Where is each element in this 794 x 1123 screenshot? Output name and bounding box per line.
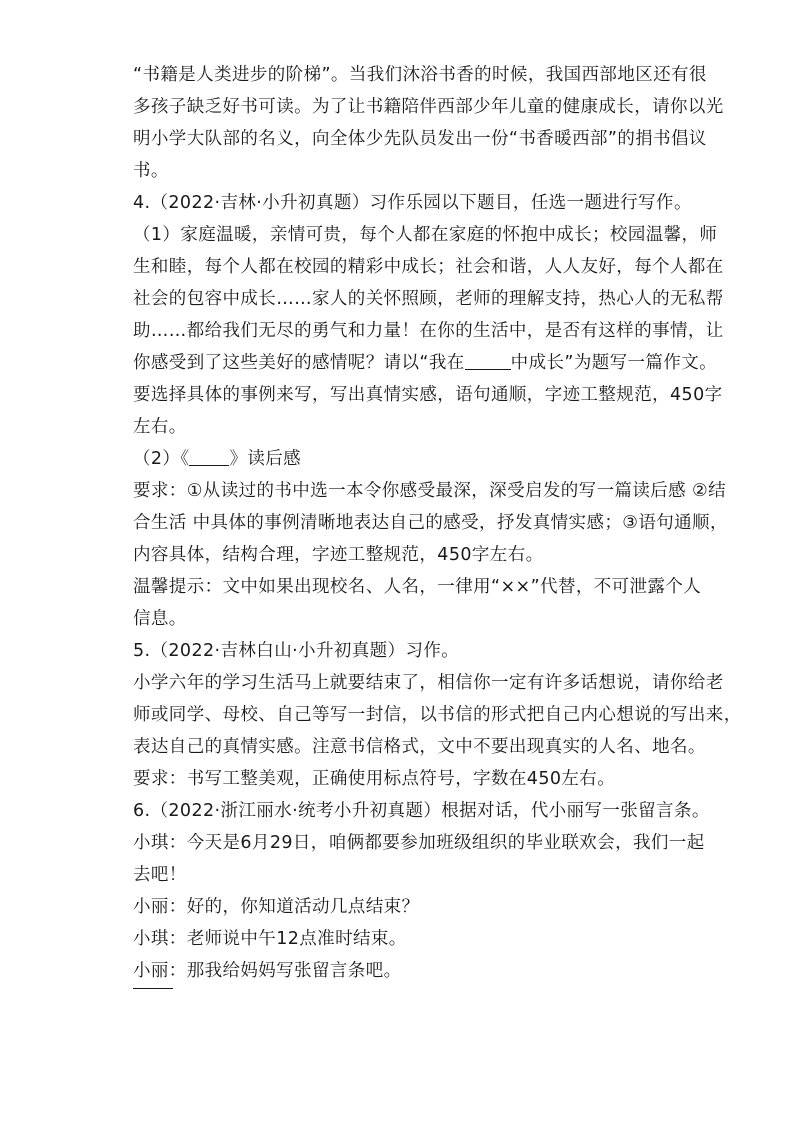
q4-option1-line-4: 助……都给我们无尽的勇气和力量！在你的生活中，是否有这样的事情，让 bbox=[133, 321, 724, 341]
intro-line-4: 书。 bbox=[133, 161, 169, 181]
q6-dialogue-3: 小琪：老师说中午12点准时结束。 bbox=[133, 929, 407, 949]
question-6-header: 6.（2022·浙江丽水·统考小升初真题）根据对话，代小丽写一张留言条。 bbox=[133, 801, 710, 821]
q4-tip-line-2: 信息。 bbox=[133, 609, 187, 629]
q4-option1-line-5-start: 你感受到了这些美好的感情呢？请以“我在 bbox=[133, 353, 465, 373]
answer-line bbox=[133, 988, 173, 989]
question-4-header: 4.（2022·吉林·小升初真题）习作乐园以下题目，任选一题进行写作。 bbox=[133, 193, 692, 213]
q5-line-2: 师或同学、母校、自己等写一封信，以书信的形式把自己内心想说的写出来， bbox=[133, 705, 742, 725]
q4-option1-line-1: （1）家庭温暖，亲情可贵，每个人都在家庭的怀抱中成长；校园温馨，师 bbox=[133, 225, 718, 245]
q4-requirements-line-3: 内容具体，结构合理，字迹工整规范，450字左右。 bbox=[133, 545, 544, 565]
q6-dialogue-1-line-1: 小琪：今天是6月29日，咱俩都要参加班级组织的毕业联欢会，我们一起 bbox=[133, 833, 705, 853]
intro-line-1: “书籍是人类进步的阶梯”。当我们沐浴书香的时候，我国西部地区还有很 bbox=[133, 65, 707, 85]
q6-dialogue-2: 小丽：好的，你知道活动几点结束？ bbox=[133, 897, 420, 917]
q4-option1-line-2: 生和睦，每个人都在校园的精彩中成长；社会和谐，人人友好，每个人都在 bbox=[133, 257, 724, 277]
q4-option1-line-6: 要选择具体的事例来写，写出真情实感，语句通顺，字迹工整规范，450字 bbox=[133, 385, 723, 405]
q6-dialogue-4: 小丽：那我给妈妈写张留言条吧。 bbox=[133, 961, 402, 981]
q4-requirements-line-2: 合生活 中具体的事例清晰地表达自己的感受，抒发真情实感；③语句通顺， bbox=[133, 513, 728, 533]
q4-tip-line-1: 温馨提示：文中如果出现校名、人名，一律用“××”代替，不可泄露个人 bbox=[133, 577, 702, 597]
q4-option1-line-7: 左右。 bbox=[133, 417, 187, 437]
q4-option1-line-5-end: 中成长”为题写一篇作文。 bbox=[510, 353, 718, 373]
question-5-header: 5.（2022·吉林白山·小升初真题）习作。 bbox=[133, 641, 460, 661]
q5-line-1: 小学六年的学习生活马上就要结束了，相信你一定有许多话想说，请你给老 bbox=[133, 673, 724, 693]
intro-line-3: 明小学大队部的名义，向全体少先队员发出一份“书香暖西部”的捐书倡议 bbox=[133, 129, 707, 149]
q4-option1-line-5 bbox=[133, 352, 717, 374]
intro-line-2: 多孩子缺乏好书可读。为了让书籍陪伴西部少年儿童的健康成长，请你以光 bbox=[133, 97, 724, 117]
q4-requirements-line-1: 要求：①从读过的书中选一本令你感受最深，深受启发的写一篇读后感 ②结 bbox=[133, 481, 727, 501]
book-title-blank bbox=[189, 449, 229, 466]
fill-in-blank bbox=[465, 353, 511, 370]
q4-option2-title-end: 》读后感 bbox=[229, 449, 302, 469]
q4-option1-line-3: 社会的包容中成长……家人的关怀照顾，老师的理解支持，热心人的无私帮 bbox=[133, 289, 724, 309]
q5-line-4: 要求：书写工整美观，正确使用标点符号，字数在450左右。 bbox=[133, 769, 616, 789]
q4-option2-title-start: （2）《 bbox=[133, 449, 190, 469]
q5-line-3: 表达自己的真情实感。注意书信格式，文中不要出现真实的人名、地名。 bbox=[133, 737, 706, 757]
q6-dialogue-1-line-2: 去吧！ bbox=[133, 865, 187, 885]
q4-option2-title bbox=[133, 448, 301, 470]
